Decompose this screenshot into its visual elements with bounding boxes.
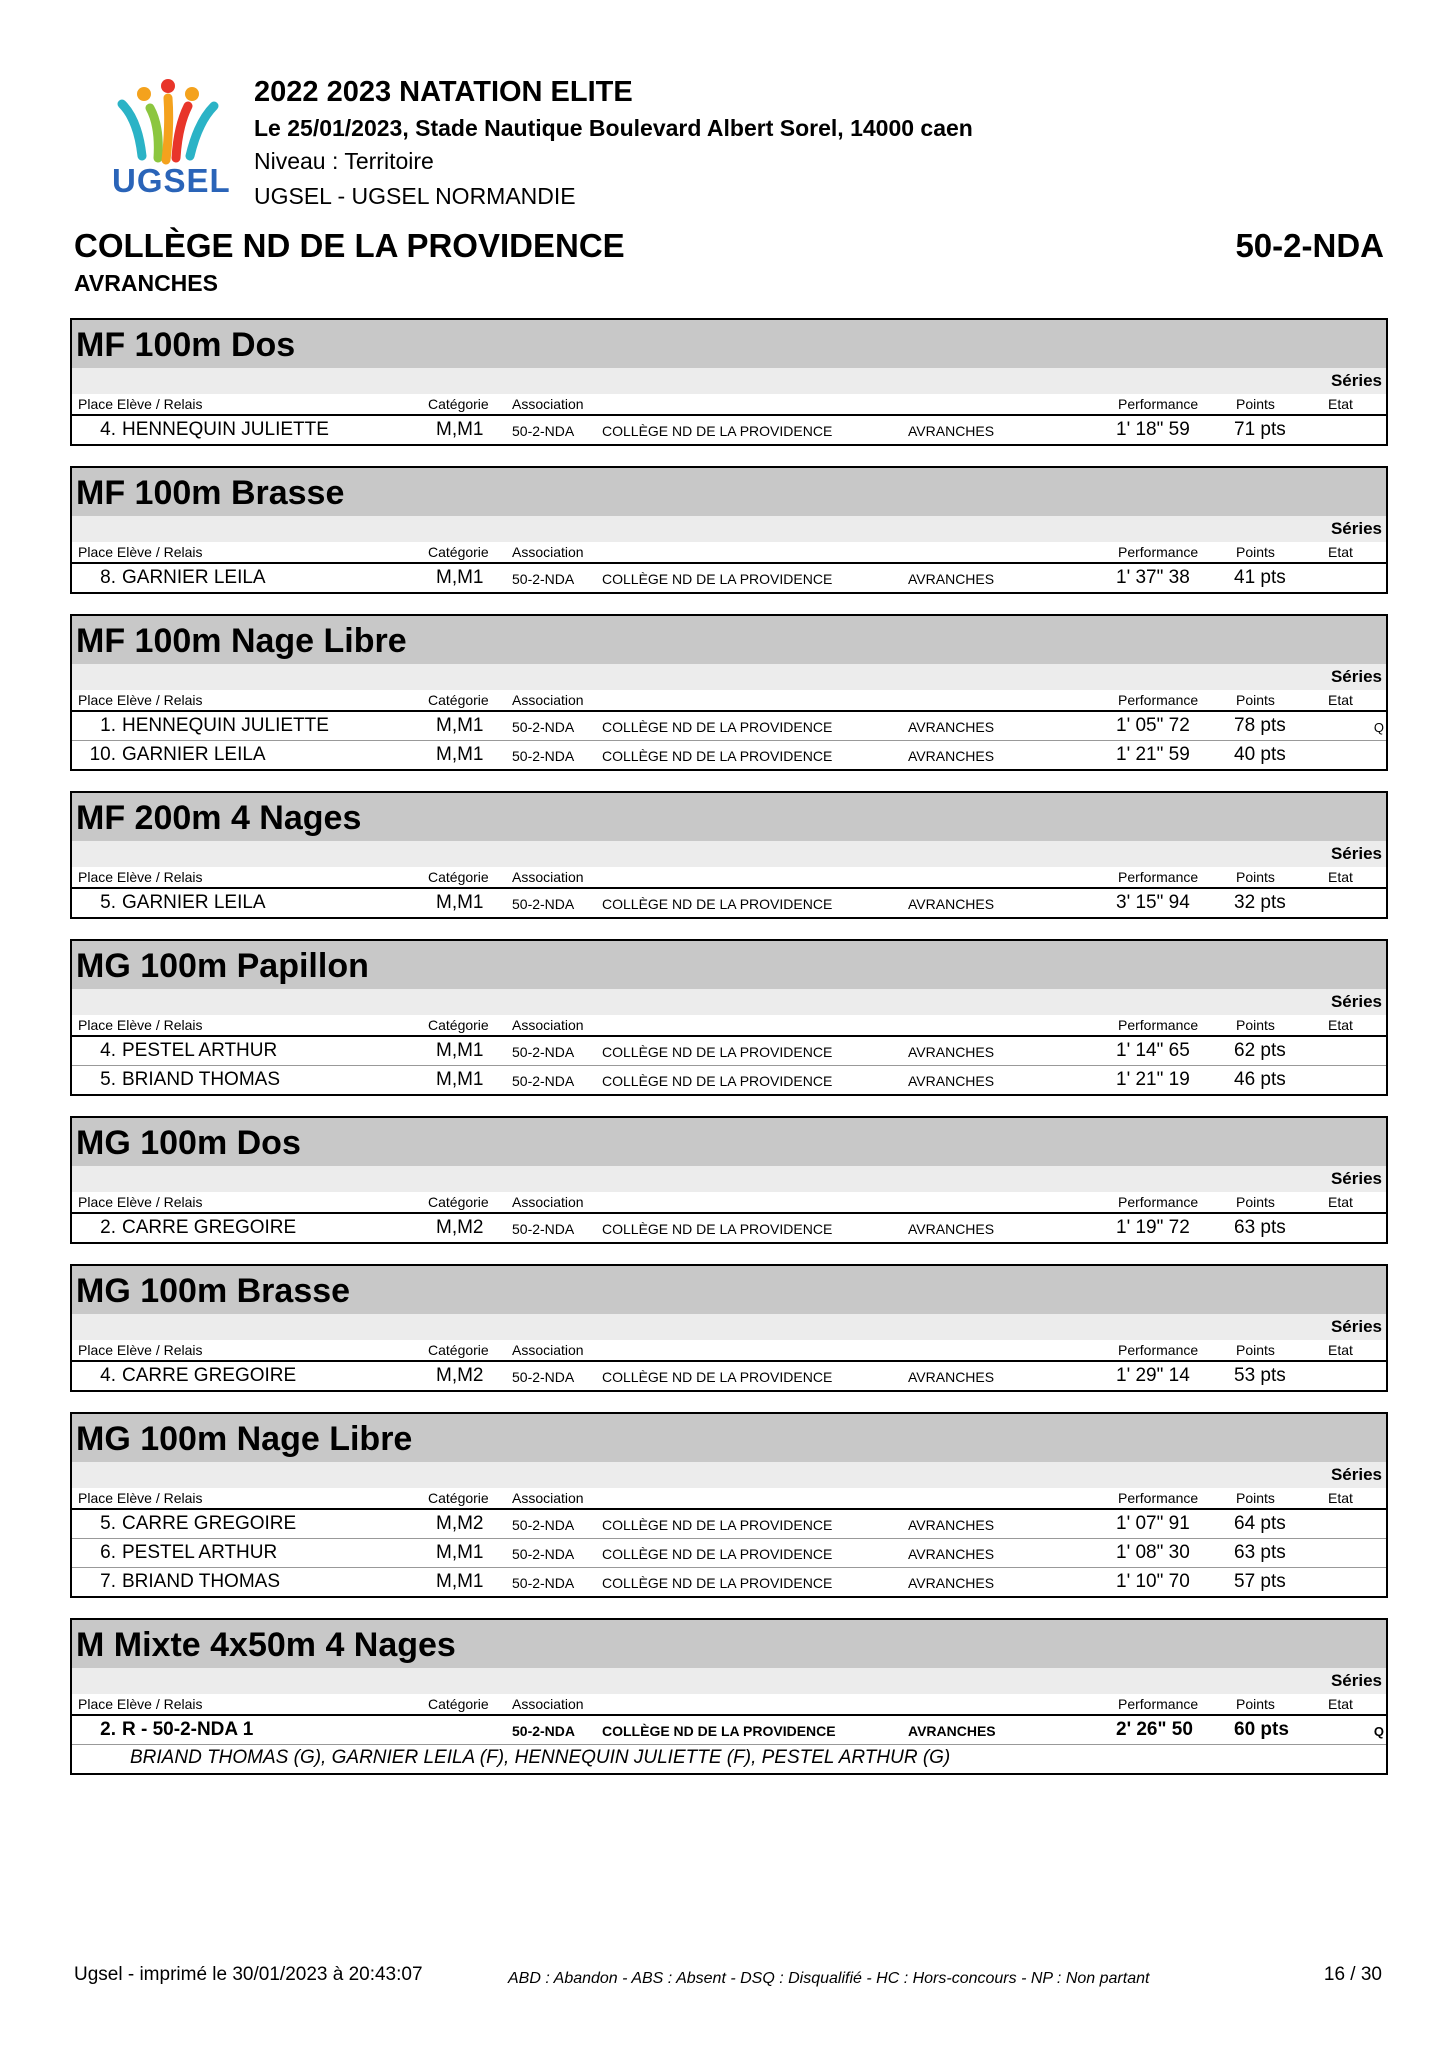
meet-title: 2022 2023 NATATION ELITE — [254, 76, 633, 108]
col-etat: Etat — [1328, 692, 1353, 708]
col-etat: Etat — [1328, 1342, 1353, 1358]
association-city: AVRANCHES — [908, 1723, 996, 1739]
association-club: COLLÈGE ND DE LA PROVIDENCE — [602, 1517, 833, 1533]
col-performance: Performance — [1118, 1342, 1199, 1358]
col-points: Points — [1236, 692, 1275, 708]
event-title: MF 100m Brasse — [72, 468, 1386, 516]
performance-cell: 1' 07" 91 — [1116, 1513, 1190, 1534]
col-categorie: Catégorie — [428, 1194, 489, 1210]
col-association: Association — [512, 544, 584, 560]
logo-wordmark: UGSEL — [112, 162, 231, 199]
col-place: Place Elève / Relais — [78, 1490, 203, 1506]
association-code: 50-2-NDA — [512, 1044, 575, 1060]
series-label: Séries — [72, 841, 1386, 867]
association-city: AVRANCHES — [908, 1546, 995, 1562]
column-header-row — [72, 1192, 1386, 1214]
points-cell: 63 pts — [1234, 1217, 1286, 1238]
event-block — [70, 791, 1388, 919]
col-place: Place Elève / Relais — [78, 869, 203, 885]
col-place: Place Elève / Relais — [78, 1696, 203, 1712]
association-city: AVRANCHES — [908, 1517, 995, 1533]
performance-cell: 1' 37" 38 — [1116, 567, 1190, 588]
table-row — [72, 889, 1386, 917]
association-code: 50-2-NDA — [512, 1221, 575, 1237]
col-categorie: Catégorie — [428, 544, 489, 560]
series-label: Séries — [72, 1462, 1386, 1488]
association-city: AVRANCHES — [908, 1073, 995, 1089]
category-cell: M,M1 — [436, 567, 484, 588]
swimmer-name: CARRE GREGOIRE — [122, 1365, 297, 1386]
col-place: Place Elève / Relais — [78, 1342, 203, 1358]
association-code: 50-2-NDA — [512, 1575, 575, 1591]
performance-cell: 1' 08" 30 — [1116, 1542, 1190, 1563]
points-cell: 63 pts — [1234, 1542, 1286, 1563]
association-code: 50-2-NDA — [512, 1546, 575, 1562]
performance-cell: 1' 29" 14 — [1116, 1365, 1190, 1386]
column-header-row — [72, 690, 1386, 712]
event-block — [70, 1618, 1388, 1775]
series-label: Séries — [72, 664, 1386, 690]
table-row — [72, 416, 1386, 444]
col-performance: Performance — [1118, 1696, 1199, 1712]
points-cell: 40 pts — [1234, 744, 1286, 765]
column-header-row — [72, 1488, 1386, 1510]
col-etat: Etat — [1328, 1194, 1353, 1210]
rank-cell: 7. — [100, 1571, 116, 1592]
col-points: Points — [1236, 1342, 1275, 1358]
performance-cell: 1' 10" 70 — [1116, 1571, 1190, 1592]
series-label: Séries — [72, 989, 1386, 1015]
col-performance: Performance — [1118, 544, 1199, 560]
association-club: COLLÈGE ND DE LA PROVIDENCE — [602, 571, 833, 587]
club-code: 50-2-NDA — [1235, 227, 1384, 264]
series-label: Séries — [72, 1314, 1386, 1340]
event-block — [70, 318, 1388, 446]
event-title: MF 200m 4 Nages — [72, 793, 1386, 841]
swimmer-name: BRIAND THOMAS — [122, 1069, 281, 1090]
event-block — [70, 1116, 1388, 1244]
col-performance: Performance — [1118, 869, 1199, 885]
abbreviation-legend: ABD : Abandon - ABS : Absent - DSQ : Disqualifié - HC : Hors-concours - NP : Non partant — [508, 1970, 1150, 1987]
relay-members: BRIAND THOMAS (G), GARNIER LEILA (F), HENNEQUIN JULIETTE (F), PESTEL ARTHUR (G) — [130, 1747, 951, 1768]
rank-cell: 5. — [100, 892, 116, 913]
col-etat: Etat — [1328, 869, 1353, 885]
rank-cell: 10. — [89, 744, 116, 765]
points-cell: 62 pts — [1234, 1040, 1286, 1061]
points-cell: 71 pts — [1234, 419, 1286, 440]
category-cell: M,M1 — [436, 744, 484, 765]
event-title: MG 100m Brasse — [72, 1266, 1386, 1314]
table-row — [72, 741, 1386, 769]
col-association: Association — [512, 1342, 584, 1358]
category-cell: M,M2 — [436, 1217, 484, 1238]
association-city: AVRANCHES — [908, 1369, 995, 1385]
points-cell: 64 pts — [1234, 1513, 1286, 1534]
col-etat: Etat — [1328, 1017, 1353, 1033]
col-categorie: Catégorie — [428, 1017, 489, 1033]
col-points: Points — [1236, 1696, 1275, 1712]
association-code: 50-2-NDA — [512, 571, 575, 587]
category-cell: M,M1 — [436, 1571, 484, 1592]
column-header-row — [72, 1015, 1386, 1037]
col-categorie: Catégorie — [428, 1342, 489, 1358]
col-association: Association — [512, 1696, 584, 1712]
table-row — [72, 1066, 1386, 1094]
category-cell: M,M1 — [436, 1040, 484, 1061]
col-etat: Etat — [1328, 1696, 1353, 1712]
table-row — [72, 1362, 1386, 1390]
rank-cell: 4. — [100, 1365, 116, 1386]
col-etat: Etat — [1328, 1490, 1353, 1506]
col-association: Association — [512, 692, 584, 708]
association-club: COLLÈGE ND DE LA PROVIDENCE — [602, 1369, 833, 1385]
club-name: COLLÈGE ND DE LA PROVIDENCE — [74, 227, 625, 264]
event-block — [70, 614, 1388, 771]
event-block — [70, 466, 1388, 594]
col-categorie: Catégorie — [428, 869, 489, 885]
association-code: 50-2-NDA — [512, 748, 575, 764]
association-code: 50-2-NDA — [512, 1369, 575, 1385]
table-row — [72, 564, 1386, 592]
events-list — [70, 318, 1388, 1795]
col-performance: Performance — [1118, 1017, 1199, 1033]
col-place: Place Elève / Relais — [78, 1017, 203, 1033]
performance-cell: 1' 05" 72 — [1116, 715, 1190, 736]
col-performance: Performance — [1118, 692, 1199, 708]
col-points: Points — [1236, 396, 1275, 412]
series-label: Séries — [72, 516, 1386, 542]
association-code: 50-2-NDA — [512, 423, 575, 439]
association-club: COLLÈGE ND DE LA PROVIDENCE — [602, 1044, 833, 1060]
performance-cell: 3' 15" 94 — [1116, 892, 1190, 913]
association-club: COLLÈGE ND DE LA PROVIDENCE — [602, 896, 833, 912]
association-city: AVRANCHES — [908, 719, 995, 735]
points-cell: 53 pts — [1234, 1365, 1286, 1386]
col-place: Place Elève / Relais — [78, 1194, 203, 1210]
swimmers-logo-icon — [104, 76, 232, 166]
col-place: Place Elève / Relais — [78, 396, 203, 412]
performance-cell: 1' 18" 59 — [1116, 419, 1190, 440]
rank-cell: 4. — [100, 1040, 116, 1061]
club-city: AVRANCHES — [74, 270, 218, 296]
swimmer-name: CARRE GREGOIRE — [122, 1217, 297, 1238]
association-club: COLLÈGE ND DE LA PROVIDENCE — [602, 1221, 833, 1237]
rank-cell: 5. — [100, 1513, 116, 1534]
swimmer-name: HENNEQUIN JULIETTE — [122, 419, 329, 440]
swimmer-name: PESTEL ARTHUR — [122, 1040, 278, 1061]
category-cell: M,M1 — [436, 715, 484, 736]
swimmer-name: HENNEQUIN JULIETTE — [122, 715, 329, 736]
event-title: MF 100m Nage Libre — [72, 616, 1386, 664]
performance-cell: 1' 14" 65 — [1116, 1040, 1190, 1061]
swimmer-name: GARNIER LEILA — [122, 567, 266, 588]
col-association: Association — [512, 869, 584, 885]
event-block — [70, 939, 1388, 1096]
category-cell: M,M1 — [436, 419, 484, 440]
etat-cell: Q — [1373, 1724, 1384, 1739]
col-association: Association — [512, 1490, 584, 1506]
points-cell: 32 pts — [1234, 892, 1286, 913]
series-label: Séries — [72, 1166, 1386, 1192]
category-cell: M,M1 — [436, 892, 484, 913]
category-cell: M,M2 — [436, 1513, 484, 1534]
table-row — [72, 712, 1386, 741]
column-header-row — [72, 1694, 1386, 1716]
col-categorie: Catégorie — [428, 1696, 489, 1712]
association-city: AVRANCHES — [908, 748, 995, 764]
rank-cell: 2. — [100, 1217, 116, 1238]
association-code: 50-2-NDA — [512, 719, 575, 735]
association-club: COLLÈGE ND DE LA PROVIDENCE — [602, 719, 833, 735]
col-etat: Etat — [1328, 396, 1353, 412]
table-row — [72, 1214, 1386, 1242]
series-label: Séries — [72, 368, 1386, 394]
meet-organization: UGSEL - UGSEL NORMANDIE — [254, 183, 576, 209]
event-block — [70, 1264, 1388, 1392]
column-header-row — [72, 1340, 1386, 1362]
event-block — [70, 1412, 1388, 1598]
meet-level: Niveau : Territoire — [254, 148, 434, 174]
association-code: 50-2-NDA — [512, 1517, 575, 1533]
performance-cell: 1' 19" 72 — [1116, 1217, 1190, 1238]
rank-cell: 5. — [100, 1069, 116, 1090]
category-cell: M,M1 — [436, 1542, 484, 1563]
swimmer-name: GARNIER LEILA — [122, 744, 266, 765]
event-title: MG 100m Papillon — [72, 941, 1386, 989]
association-code: 50-2-NDA — [512, 1723, 576, 1739]
col-categorie: Catégorie — [428, 692, 489, 708]
table-row — [72, 1716, 1386, 1745]
points-cell: 60 pts — [1234, 1719, 1289, 1740]
col-points: Points — [1236, 1017, 1275, 1033]
swimmer-name: BRIAND THOMAS — [122, 1571, 281, 1592]
column-header-row — [72, 394, 1386, 416]
association-club: COLLÈGE ND DE LA PROVIDENCE — [602, 1073, 833, 1089]
points-cell: 57 pts — [1234, 1571, 1286, 1592]
col-points: Points — [1236, 1194, 1275, 1210]
print-date: Ugsel - imprimé le 30/01/2023 à 20:43:07 — [74, 1964, 423, 1985]
swimmer-name: PESTEL ARTHUR — [122, 1542, 278, 1563]
swimmer-name: R - 50-2-NDA 1 — [122, 1719, 254, 1740]
association-club: COLLÈGE ND DE LA PROVIDENCE — [602, 1723, 836, 1739]
event-title: MG 100m Nage Libre — [72, 1414, 1386, 1462]
table-row — [72, 1568, 1386, 1596]
rank-cell: 8. — [100, 567, 116, 588]
points-cell: 41 pts — [1234, 567, 1286, 588]
col-place: Place Elève / Relais — [78, 544, 203, 560]
performance-cell: 1' 21" 19 — [1116, 1069, 1190, 1090]
performance-cell: 2' 26" 50 — [1116, 1719, 1193, 1740]
association-club: COLLÈGE ND DE LA PROVIDENCE — [602, 748, 833, 764]
event-title: MG 100m Dos — [72, 1118, 1386, 1166]
col-place: Place Elève / Relais — [78, 692, 203, 708]
col-points: Points — [1236, 1490, 1275, 1506]
association-code: 50-2-NDA — [512, 896, 575, 912]
col-points: Points — [1236, 544, 1275, 560]
col-performance: Performance — [1118, 396, 1199, 412]
category-cell: M,M1 — [436, 1069, 484, 1090]
association-city: AVRANCHES — [908, 571, 995, 587]
etat-cell: Q — [1373, 720, 1384, 735]
column-header-row — [72, 542, 1386, 564]
col-categorie: Catégorie — [428, 1490, 489, 1506]
rank-cell: 1. — [100, 715, 116, 736]
points-cell: 46 pts — [1234, 1069, 1286, 1090]
association-club: COLLÈGE ND DE LA PROVIDENCE — [602, 1575, 833, 1591]
association-city: AVRANCHES — [908, 896, 995, 912]
table-row — [72, 1037, 1386, 1066]
page-number: 16 / 30 — [1323, 1964, 1382, 1985]
association-city: AVRANCHES — [908, 1575, 995, 1591]
points-cell: 78 pts — [1234, 715, 1286, 736]
category-cell: M,M2 — [436, 1365, 484, 1386]
col-performance: Performance — [1118, 1194, 1199, 1210]
association-city: AVRANCHES — [908, 1044, 995, 1060]
event-title: MF 100m Dos — [72, 320, 1386, 368]
col-performance: Performance — [1118, 1490, 1199, 1506]
association-city: AVRANCHES — [908, 423, 995, 439]
col-association: Association — [512, 396, 584, 412]
swimmer-name: CARRE GREGOIRE — [122, 1513, 297, 1534]
association-club: COLLÈGE ND DE LA PROVIDENCE — [602, 1546, 833, 1562]
ugsel-logo — [104, 76, 232, 206]
swimmer-name: GARNIER LEILA — [122, 892, 266, 913]
rank-cell: 2. — [100, 1719, 116, 1740]
series-label: Séries — [72, 1668, 1386, 1694]
association-code: 50-2-NDA — [512, 1073, 575, 1089]
col-association: Association — [512, 1017, 584, 1033]
rank-cell: 6. — [100, 1542, 116, 1563]
col-association: Association — [512, 1194, 584, 1210]
performance-cell: 1' 21" 59 — [1116, 744, 1190, 765]
col-etat: Etat — [1328, 544, 1353, 560]
event-title: M Mixte 4x50m 4 Nages — [72, 1620, 1386, 1668]
col-categorie: Catégorie — [428, 396, 489, 412]
table-row — [72, 1510, 1386, 1539]
association-club: COLLÈGE ND DE LA PROVIDENCE — [602, 423, 833, 439]
meet-date-venue: Le 25/01/2023, Stade Nautique Boulevard Albert Sorel, 14000 caen — [254, 115, 973, 141]
association-city: AVRANCHES — [908, 1221, 995, 1237]
table-row — [72, 1539, 1386, 1568]
rank-cell: 4. — [100, 419, 116, 440]
col-points: Points — [1236, 869, 1275, 885]
column-header-row — [72, 867, 1386, 889]
